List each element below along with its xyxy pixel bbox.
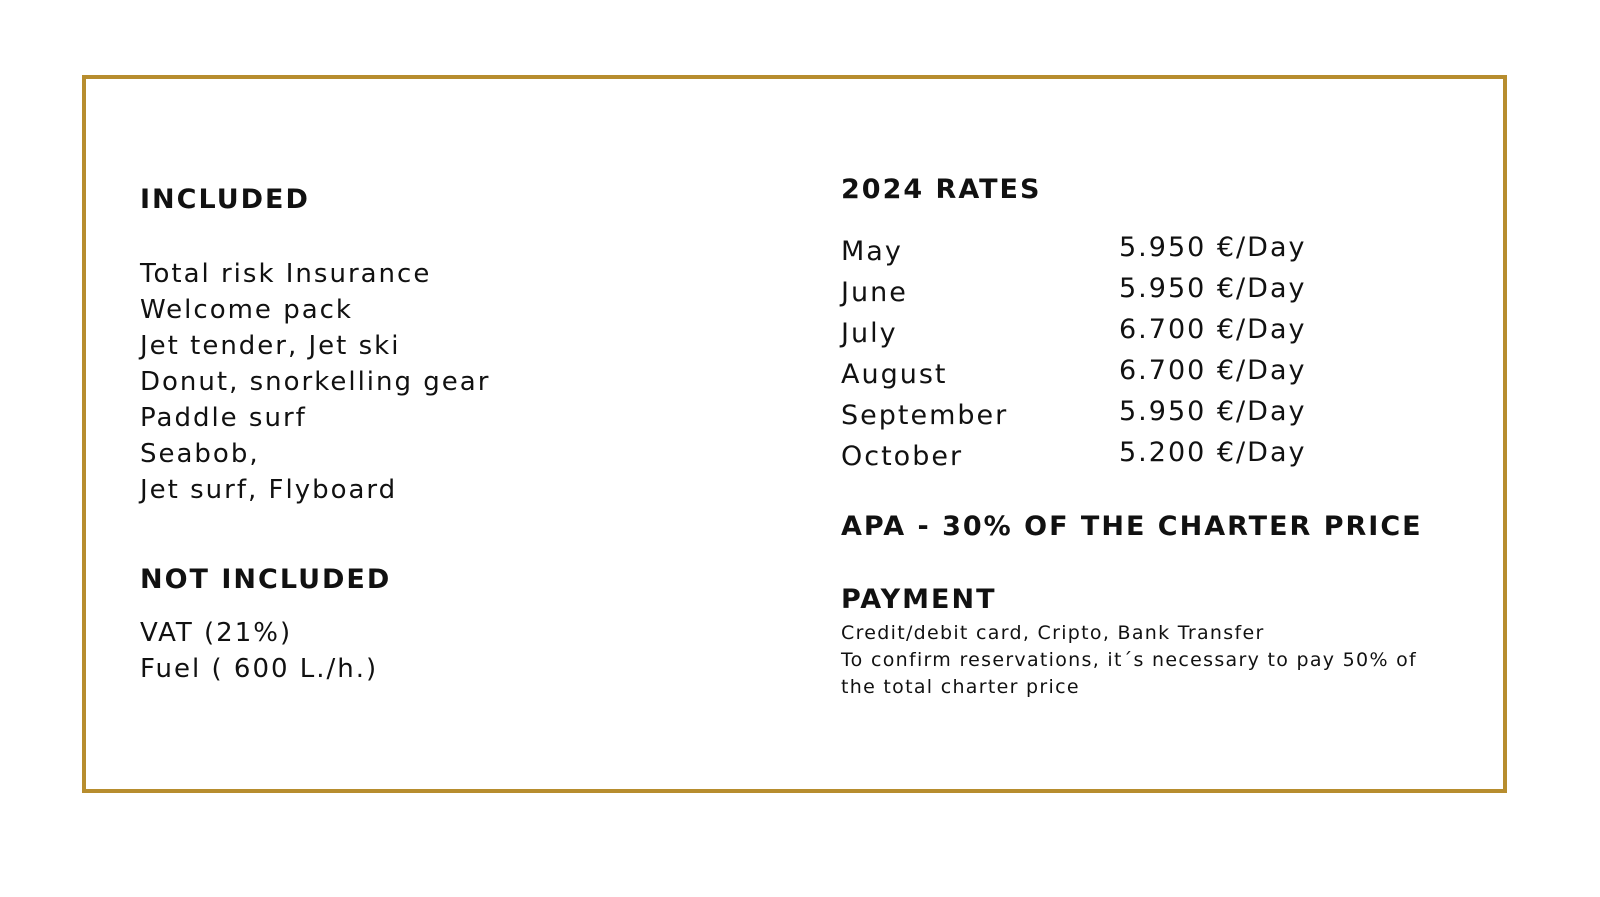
payment-heading: PAYMENT (841, 584, 997, 615)
list-item: Fuel ( 600 L./h.) (140, 654, 379, 684)
list-item: Seabob, (140, 439, 260, 469)
rate-month: August (841, 359, 948, 390)
rates-heading: 2024 RATES (841, 174, 1042, 205)
list-item: Donut, snorkelling gear (140, 367, 491, 397)
rate-month: May (841, 236, 903, 267)
rate-price: 6.700 €/Day (1119, 355, 1307, 386)
list-item: Paddle surf (140, 403, 307, 433)
rates-table (841, 232, 1361, 486)
payment-note-line1: To confirm reservations, it´s necessary to pay 50% of (841, 649, 1418, 671)
rate-month: October (841, 441, 964, 472)
rate-month: July (841, 318, 898, 349)
included-list (140, 256, 490, 508)
payment-methods: Credit/debit card, Cripto, Bank Transfer (841, 622, 1265, 644)
list-item: VAT (21%) (140, 618, 293, 648)
rate-price: 5.950 €/Day (1119, 396, 1307, 427)
list-item: Jet surf, Flyboard (140, 475, 398, 505)
rate-month: June (841, 277, 908, 308)
rate-price: 6.700 €/Day (1119, 314, 1307, 345)
rate-price: 5.200 €/Day (1119, 437, 1307, 468)
rate-price: 5.950 €/Day (1119, 232, 1307, 263)
rate-month: September (841, 400, 1009, 431)
not-included-list (140, 615, 378, 687)
list-item: Welcome pack (140, 295, 353, 325)
not-included-heading: NOT INCLUDED (140, 564, 392, 595)
included-heading: INCLUDED (140, 184, 310, 215)
payment-note-line2: the total charter price (841, 676, 1080, 698)
list-item: Jet tender, Jet ski (140, 331, 401, 361)
rate-price: 5.950 €/Day (1119, 273, 1307, 304)
list-item: Total risk Insurance (140, 259, 432, 289)
apa-heading: APA - 30% OF THE CHARTER PRICE (841, 511, 1423, 542)
